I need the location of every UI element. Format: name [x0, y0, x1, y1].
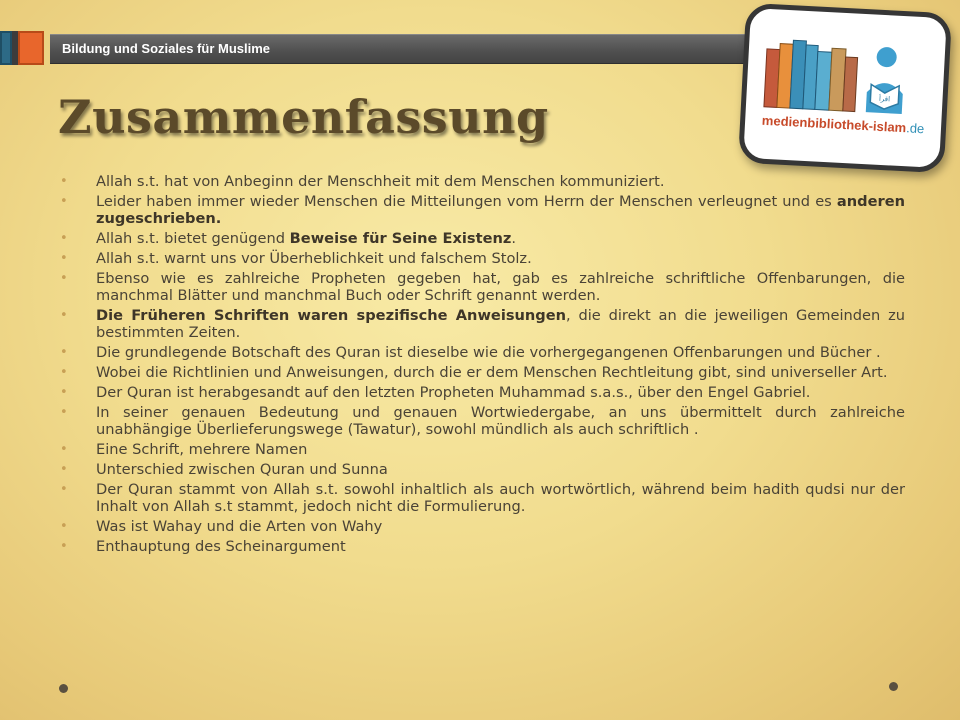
bullet-item [60, 518, 905, 535]
bullet-item [60, 461, 905, 478]
logo-text-main: medienbibliothek-islam [761, 112, 907, 136]
bullet-text: Leider haben immer wieder Menschen die Mitteilungen vom Herrn der Menschen verleugnet und es [96, 193, 837, 210]
logo-icon-text: اقرأ [878, 94, 891, 104]
bullet-text: , die direkt an die jeweiligen Gemeinden zu bestimmten Zeiten. [96, 307, 905, 341]
bullet-bold-text: Die Früheren Schriften waren spezifische Anweisungen [96, 307, 567, 324]
site-logo[interactable] [738, 3, 952, 174]
bullet-text: Unterschied zwischen Quran und Sunna [96, 461, 388, 478]
bullet-item [60, 538, 905, 555]
bullet-text: Allah s.t. bietet genügend [96, 230, 290, 247]
bullet-item [60, 230, 905, 247]
bullet-item [60, 441, 905, 458]
decorative-squares [0, 31, 44, 65]
bullet-item [60, 364, 905, 381]
bullet-item [60, 481, 905, 515]
bullet-item [60, 270, 905, 304]
bullet-text: Die grundlegende Botschaft des Quran ist dieselbe wie die vorhergegangenen Offenbarungen und Bücher . [96, 344, 881, 361]
bullet-bold-text: anderen zugeschrieben. [96, 193, 905, 227]
bullet-text: Allah s.t. hat von Anbeginn der Menschheit mit dem Menschen kommuniziert. [96, 173, 665, 190]
bullet-text: Allah s.t. warnt uns vor Überheblichkeit und falschem Stolz. [96, 250, 532, 267]
bullet-item [60, 384, 905, 401]
right-dot [889, 682, 898, 691]
slide-title: Zusammenfassung [58, 90, 549, 144]
bullet-list [60, 173, 905, 558]
bullet-text: . [511, 230, 517, 247]
bullet-bold-text: Beweise für Seine Existenz [289, 230, 512, 247]
bullet-item [60, 344, 905, 361]
header-label: Bildung und Soziales für Muslime [62, 41, 271, 56]
bullet-text: Der Quran ist herabgesandt auf den letzten Propheten Muhammad s.a.s., über den Engel Gabriel. [96, 384, 811, 401]
bullet-text: Der Quran stammt von Allah s.t. sowohl inhaltlich als auch wortwörtlich, während beim hadith qudsi nur der Inhalt von Allah s.t stammt, jedoch nicht die Formulierung. [96, 481, 905, 515]
bullet-item [60, 250, 905, 267]
bullet-text: Wobei die Richtlinien und Anweisungen, durch die er dem Menschen Rechtleitung gibt, sind universeller Art. [96, 364, 888, 381]
header-bar [50, 34, 790, 64]
bullet-item [60, 404, 905, 438]
bullet-item [60, 173, 905, 190]
logo-text-tld: .de [905, 120, 925, 137]
bullet-text: In seiner genauen Bedeutung und genauen Wortwiedergabe, an uns übermittelt durch zahlreiche unabhängige Überlieferungswege (Tawatur), sowohl mündlich als auch schriftlich . [96, 404, 905, 438]
blue-square [0, 31, 12, 65]
bullet-item [60, 307, 905, 341]
left-dot [59, 684, 68, 693]
bullet-item [60, 193, 905, 227]
orange-square [18, 31, 44, 65]
bullet-text: Ebenso wie es zahlreiche Propheten gegeben hat, gab es zahlreiche schriftliche Offenbarungen, die manchmal Blätter und manchmal Buch oder Schrift genannt werden. [96, 270, 905, 304]
bullet-text: Was ist Wahay und die Arten von Wahy [96, 518, 383, 535]
bullet-text: Eine Schrift, mehrere Namen [96, 441, 308, 458]
bullet-text: Enthauptung des Scheinargument [96, 538, 346, 555]
